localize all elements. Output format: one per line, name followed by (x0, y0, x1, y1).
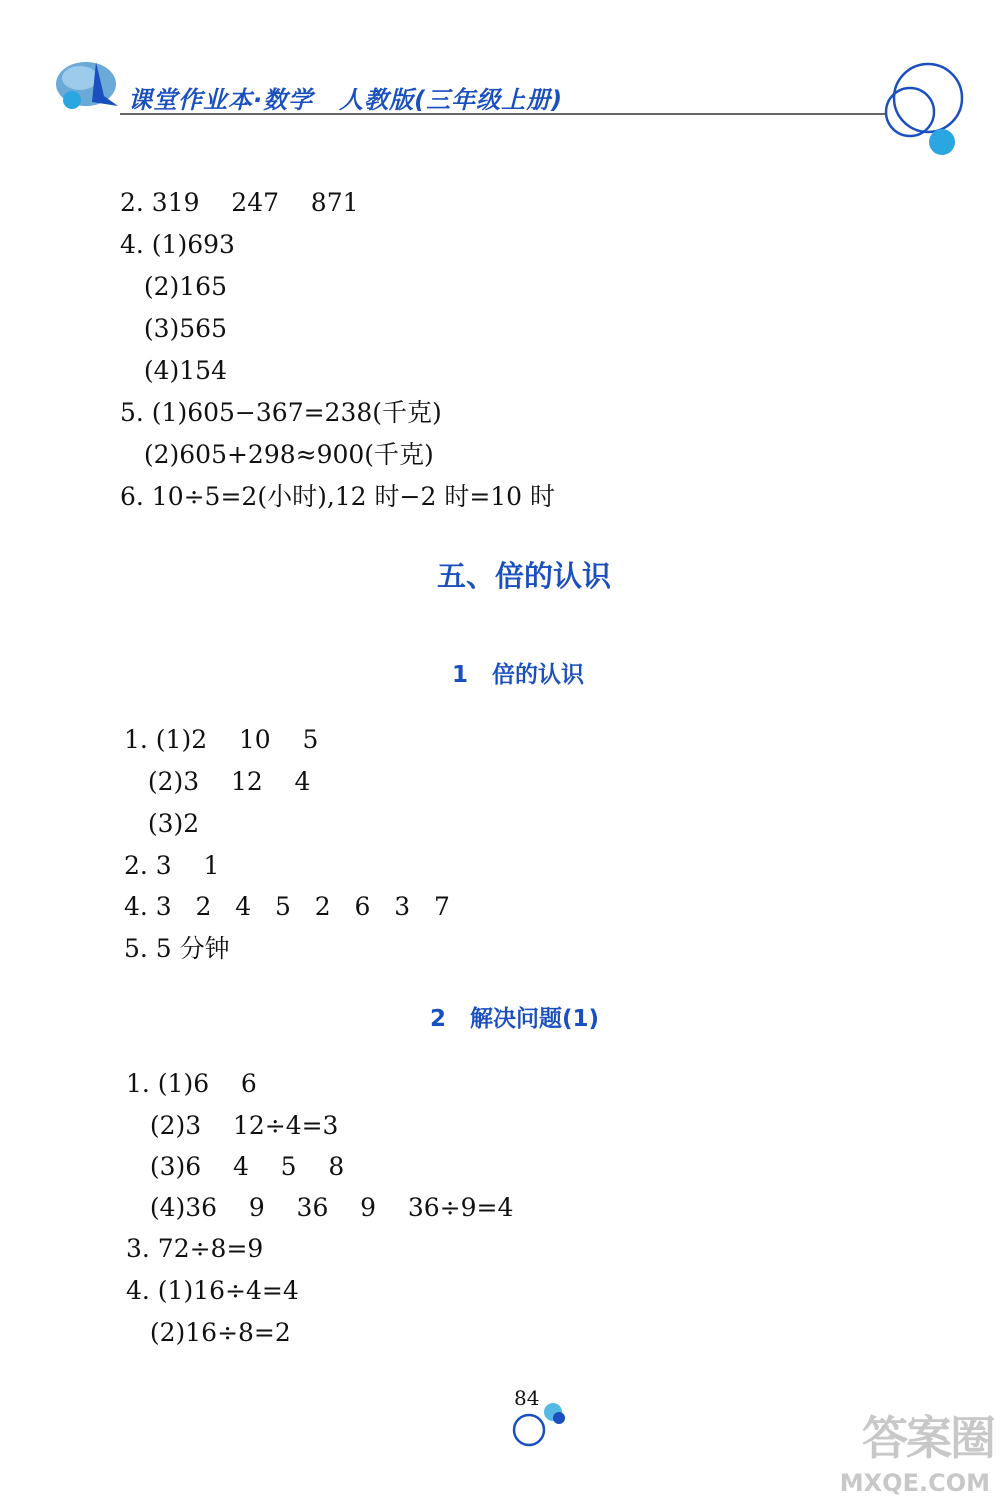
page-header (0, 0, 1000, 170)
watermark (839, 1402, 994, 1497)
answer-line: (4)154 (120, 356, 227, 385)
answer-line: 2. 319 247 871 (120, 188, 359, 217)
answer-line: (3)6 4 5 8 (126, 1152, 345, 1181)
answer-line: 4. (1)693 (120, 230, 235, 259)
subsection-name: 倍的认识 (492, 662, 585, 688)
answer-line: 4. (1)16÷4=4 (126, 1276, 299, 1305)
edition-name: 人教版(三年级上册) (339, 86, 564, 114)
subsection-title-2 (430, 1000, 599, 1033)
answer-line: (4)36 9 36 9 36÷9=4 (126, 1193, 514, 1222)
subsection-name: 解决问题(1) (470, 1006, 600, 1032)
header-title (128, 80, 589, 115)
answer-line: 1. (1)6 6 (126, 1069, 257, 1098)
answer-line: 4. 3 2 4 5 2 6 3 7 (124, 892, 450, 921)
answer-line: 3. 72÷8=9 (126, 1234, 264, 1263)
book-name: 课堂作业本·数学 (128, 86, 314, 114)
subsection-title-1 (452, 656, 584, 689)
book-logo-icon (56, 62, 118, 109)
answer-line: (2)605+298≈900(千克) (120, 440, 434, 469)
section-title: 五、倍的认识 (436, 559, 611, 593)
answer-line: 5. 5 分钟 (124, 934, 230, 963)
answer-line: (2)165 (120, 272, 227, 301)
watermark-cn: 答案圈 (862, 1411, 994, 1465)
page-number-circles-icon (505, 1398, 585, 1458)
answer-line: (2)3 12÷4=3 (126, 1111, 339, 1140)
page-number: 84 (514, 1386, 540, 1410)
answer-line: (2)16÷8=2 (126, 1318, 291, 1347)
subsection-number: 1 (452, 662, 469, 688)
answer-line: 2. 3 1 (124, 851, 220, 880)
answer-line: (2)3 12 4 (124, 767, 311, 796)
subsection-number: 2 (430, 1006, 447, 1032)
decorative-circles-icon (886, 64, 962, 155)
answer-line: 1. (1)2 10 5 (124, 725, 319, 754)
answer-line: 5. (1)605−367=238(千克) (120, 398, 442, 427)
watermark-en: MXQE.COM (839, 1469, 990, 1497)
answer-line: 6. 10÷5=2(小时),12 时−2 时=10 时 (120, 482, 556, 511)
answer-line: (3)2 (124, 809, 200, 838)
answer-line: (3)565 (120, 314, 227, 343)
